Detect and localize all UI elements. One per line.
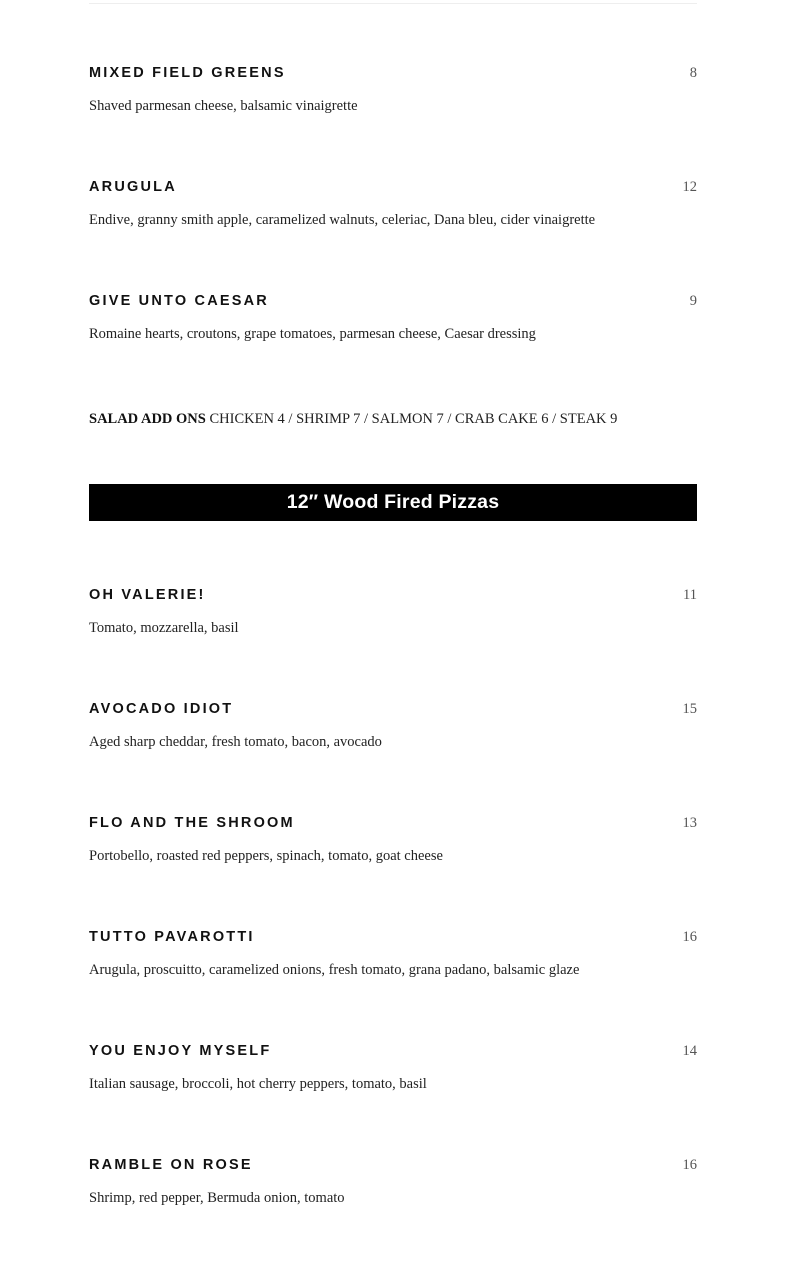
item-price: 9 bbox=[689, 293, 697, 309]
item-description: Shrimp, red pepper, Bermuda onion, tomato bbox=[89, 1190, 345, 1206]
item-price: 14 bbox=[682, 1043, 697, 1059]
item-name: AVOCADO IDIOT bbox=[89, 701, 234, 717]
menu-item bbox=[89, 928, 697, 1042]
item-price: 16 bbox=[682, 929, 697, 945]
section-title: 12″ Wood Fired Pizzas bbox=[286, 491, 500, 513]
item-description: Arugula, proscuitto, caramelized onions, fresh tomato, grana padano, balsamic glaze bbox=[89, 962, 580, 978]
item-description: Aged sharp cheddar, fresh tomato, bacon, avocado bbox=[89, 734, 382, 750]
menu-item bbox=[89, 178, 697, 292]
item-description: Shaved parmesan cheese, balsamic vinaigrette bbox=[89, 98, 358, 114]
item-price: 11 bbox=[683, 587, 697, 603]
item-name: OH VALERIE! bbox=[89, 587, 206, 603]
salad-list bbox=[89, 64, 697, 406]
menu-item bbox=[89, 292, 697, 406]
item-name: RAMBLE ON ROSE bbox=[89, 1157, 253, 1173]
item-name: FLO AND THE SHROOM bbox=[89, 815, 295, 831]
item-name: TUTTO PAVAROTTI bbox=[89, 929, 255, 945]
add-ons-label: SALAD ADD ONS bbox=[89, 411, 206, 427]
menu-item bbox=[89, 1042, 697, 1156]
item-description: Tomato, mozzarella, basil bbox=[89, 620, 239, 636]
item-description: Portobello, roasted red peppers, spinach, tomato, goat cheese bbox=[89, 848, 443, 864]
pizza-section-banner bbox=[89, 484, 697, 521]
menu-item bbox=[89, 64, 697, 178]
item-price: 12 bbox=[682, 179, 697, 195]
menu-item bbox=[89, 586, 697, 700]
item-price: 15 bbox=[682, 701, 697, 717]
top-divider bbox=[89, 0, 697, 4]
item-name: GIVE UNTO CAESAR bbox=[89, 293, 269, 309]
item-price: 13 bbox=[682, 815, 697, 831]
item-name: YOU ENJOY MYSELF bbox=[89, 1043, 272, 1059]
menu-item bbox=[89, 1156, 697, 1270]
pizza-list bbox=[89, 586, 697, 1270]
menu-item bbox=[89, 700, 697, 814]
item-name: ARUGULA bbox=[89, 179, 177, 195]
item-price: 16 bbox=[682, 1157, 697, 1173]
item-name: MIXED FIELD GREENS bbox=[89, 65, 286, 81]
item-price: 8 bbox=[689, 65, 697, 81]
add-ons-options: CHICKEN 4 / SHRIMP 7 / SALMON 7 / CRAB CAKE 6 / STEAK 9 bbox=[209, 411, 618, 427]
menu-item bbox=[89, 814, 697, 928]
item-description: Romaine hearts, croutons, grape tomatoes, parmesan cheese, Caesar dressing bbox=[89, 326, 536, 342]
salad-add-ons bbox=[89, 409, 617, 429]
item-description: Endive, granny smith apple, caramelized walnuts, celeriac, Dana bleu, cider vinaigrette bbox=[89, 212, 596, 228]
item-description: Italian sausage, broccoli, hot cherry peppers, tomato, basil bbox=[89, 1076, 427, 1092]
